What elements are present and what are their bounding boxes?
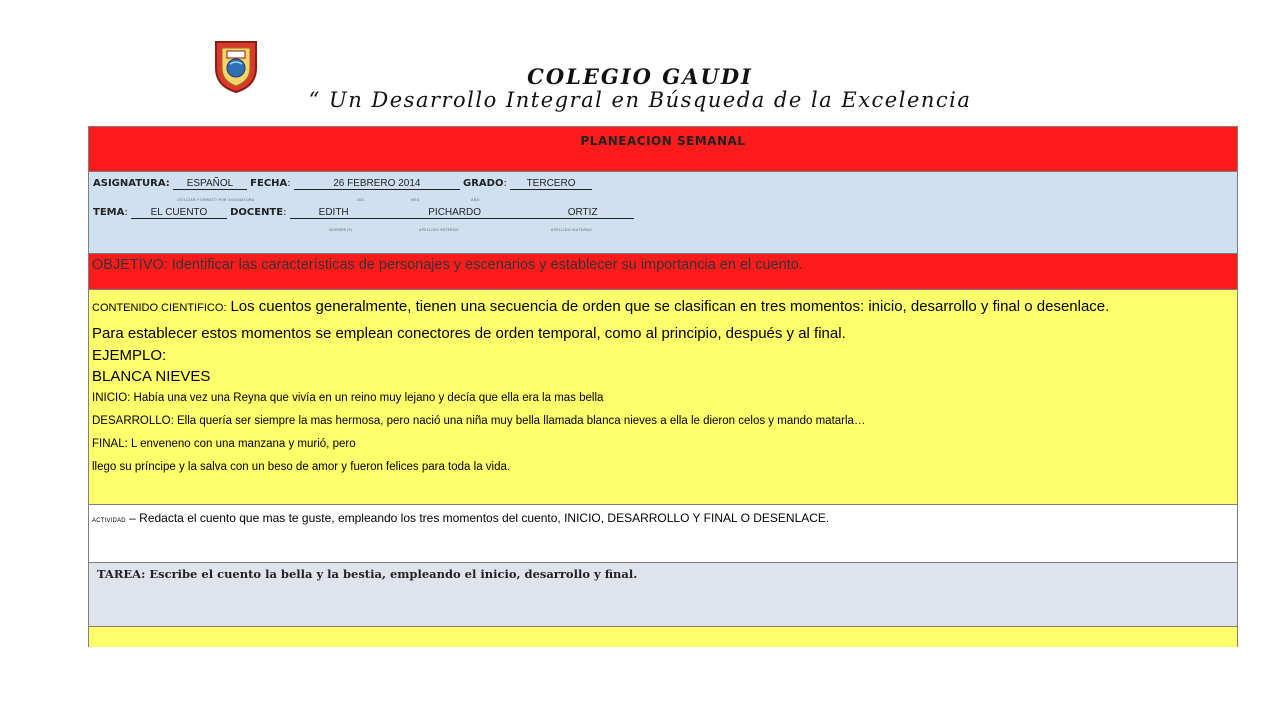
school-motto: “ Un Desarrollo Integral en Búsqueda de la Excelencia <box>308 88 972 112</box>
fecha-label: FECHA <box>250 178 288 189</box>
sheet-title: PLANEACION SEMANAL <box>580 134 746 148</box>
fecha-value: 26 FEBRERO 2014 <box>294 178 460 190</box>
homework-row <box>89 563 1237 627</box>
hint-mes: MES <box>411 198 420 202</box>
info-row <box>89 172 1237 254</box>
footer-row <box>89 627 1237 647</box>
content-label: CONTENIDO CIENTIFICO: <box>92 302 227 314</box>
story-ending: FINAL: L enveneno con una manzana y murió, pero <box>92 438 356 450</box>
docente-nombre: EDITH <box>290 207 378 219</box>
objective-text: OBJETIVO: Identificar las características de personajes y escenarios y establecer su importancia en el cuento. <box>92 257 803 273</box>
hint-dia: DÍA <box>357 198 365 202</box>
docente-label: DOCENTE <box>230 207 284 218</box>
content-text-2: Para establecer estos momentos se emplean conectores de orden temporal, como al principio, después y al final. <box>92 325 846 342</box>
school-name: COLEGIO GAUDI <box>527 64 753 89</box>
story-beginning: INICIO: Había una vez una Reyna que vivía en un reino muy lejano y decía que ella era la mas bella <box>92 392 604 404</box>
hint-asignatura: UTILIZAR FORMATO POR ASIGNATURA <box>177 198 255 202</box>
content-row <box>89 290 1237 505</box>
hint-nombre: NOMBRE(S) <box>329 228 353 232</box>
content-intro <box>92 294 1232 321</box>
tema-value: EL CUENTO <box>131 207 227 219</box>
topic-line: TEMA: EL CUENTO DOCENTE: EDITH PICHARDO ORTIZ <box>93 207 634 219</box>
title-row <box>89 127 1237 172</box>
story-development: DESARROLLO: Ella quería ser siempre la mas hermosa, pero nació una niña muy bella llamada blanca nieves a ella le dieron celos y mando matarla… <box>92 415 866 427</box>
grado-value: TERCERO <box>510 178 592 190</box>
grado-label: GRADO <box>463 178 504 189</box>
content-text-1: Los cuentos generalmente, tienen una secuencia de orden que se clasifican en tres momentos: inicio, desarrollo y final o desenlace. <box>230 298 1110 315</box>
subject-line: ASIGNATURA: ESPAÑOL FECHA: 26 FEBRERO 2014 GRADO: TERCERO <box>93 178 592 190</box>
hint-paterno: APELLIDO PATERNO <box>419 228 460 232</box>
example-heading: EJEMPLO: <box>92 347 167 364</box>
activity-instruction: – Redacta el cuento que mas te guste, empleando los tres momentos del cuento, INICIO, DESARROLLO Y FINAL O DESENLACE. <box>129 511 830 525</box>
tema-label: TEMA <box>93 207 125 218</box>
asignatura-label: ASIGNATURA: <box>93 178 170 189</box>
activity-label: ACTIVIDAD <box>92 518 126 524</box>
activity-text <box>92 511 829 525</box>
scientific-content <box>92 294 1232 479</box>
activity-row <box>89 505 1237 563</box>
docente-materno: ORTIZ <box>532 207 634 219</box>
hint-materno: APELLIDO MATERNO <box>551 228 593 232</box>
story-ending-2: llego su príncipe y la salva con un beso de amor y fueron felices para toda la vida. <box>92 461 511 473</box>
objective-row <box>89 254 1237 290</box>
hint-anio: AÑO <box>471 198 480 202</box>
story-title: BLANCA NIEVES <box>92 368 211 385</box>
homework-text: TAREA: Escribe el cuento la bella y la bestia, empleando el inicio, desarrollo y final. <box>97 567 638 581</box>
planning-sheet <box>88 126 1238 647</box>
docente-paterno: PICHARDO <box>378 207 532 219</box>
asignatura-value: ESPAÑOL <box>173 178 247 190</box>
